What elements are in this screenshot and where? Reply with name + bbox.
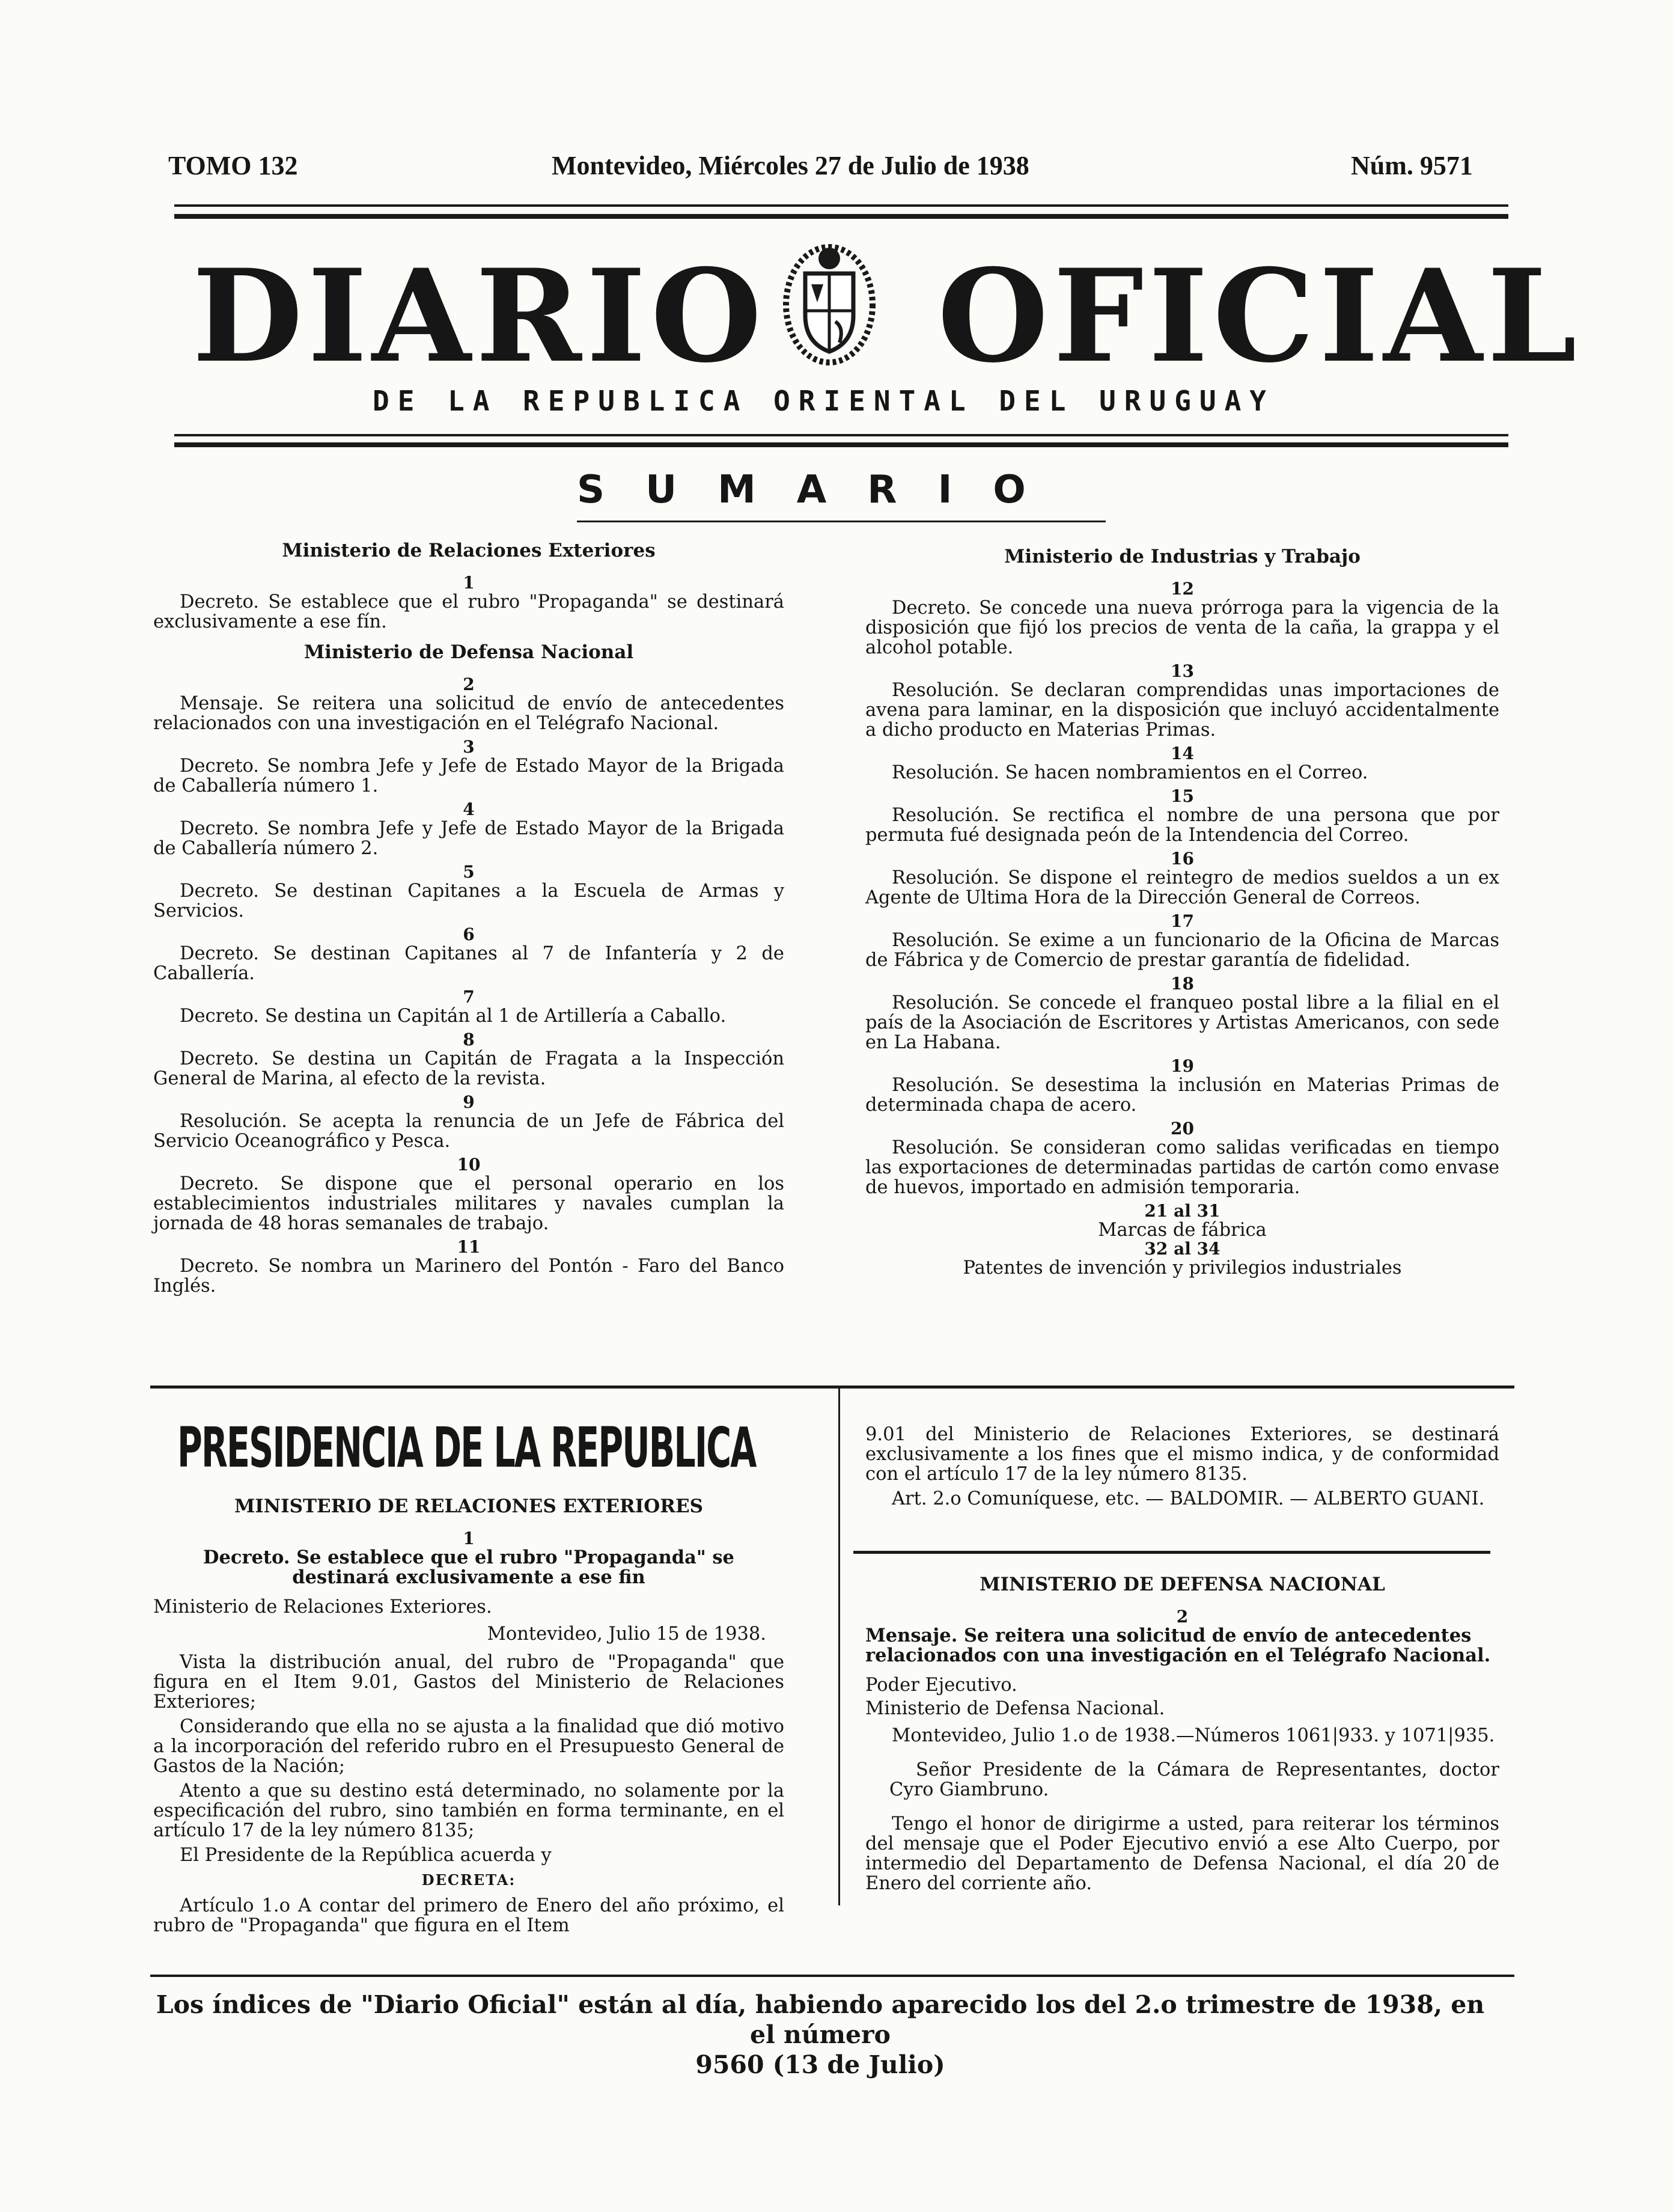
summary-entry: Resolución. Se declaran comprendidas unas importaciones de avena para laminar, en la disposición que incluyó accidentalmente a dicho producto en Materias Primas. (865, 680, 1499, 741)
item-number: 5 (463, 862, 475, 882)
footer-rule (150, 1975, 1514, 1977)
summary-entry: Resolución. Se hacen nombramientos en el Correo. (892, 762, 1368, 783)
item-number: 13 (1171, 661, 1194, 681)
column-divider (838, 1389, 840, 1905)
item-number: 1 (463, 1529, 475, 1548)
item-number: 2 (1176, 1607, 1189, 1627)
summary-entry: Resolución. Se rectifica el nombre de una persona que por permuta fué designada peón de la Intendencia del Correo. (865, 805, 1499, 846)
item-number: 20 (1171, 1119, 1194, 1138)
item-number: 1 (463, 573, 475, 593)
item-number: 14 (1171, 744, 1194, 763)
header-rule-top (174, 204, 1508, 207)
summary-entry: Mensaje. Se reitera una solicitud de envío de antecedentes relacionados con una investigación en el Telégrafo Nacional. (153, 693, 784, 734)
item-number: 6 (463, 924, 475, 944)
body-paragraph: Atento a que su destino está determinado, no solamente por la especificación del rubro, sino también en forma terminante, en el artículo 17 de la ley número 8135; (153, 1780, 784, 1841)
summary-entry: Resolución. Se concede el franqueo postal libre a la filial en el país de la Asociación de Escritores y Artistas Americanos, con sede en La Habana. (865, 992, 1499, 1053)
summary-entry: Decreto. Se nombra Jefe y Jefe de Estado Mayor de la Brigada de Caballería número 1. (153, 756, 784, 796)
section-rule (853, 1551, 1490, 1554)
summary-entry: Decreto. Se nombra Jefe y Jefe de Estado Mayor de la Brigada de Caballería número 2. (153, 818, 784, 859)
body-paragraph: Señor Presidente de la Cámara de Representantes, doctor Cyro Giambruno. (889, 1759, 1499, 1800)
item-number: 9 (463, 1092, 475, 1112)
sumario-underline (577, 521, 1106, 522)
body-paragraph: Ministerio de Defensa Nacional. (865, 1698, 1165, 1719)
summary-entry: Decreto. Se destinan Capitanes a la Escuela de Armas y Servicios. (153, 881, 784, 921)
item-number: 2 (463, 674, 475, 694)
body-date: Montevideo, Julio 1.o de 1938.—Números 1061|933. y 1071|935. (892, 1725, 1495, 1746)
body-left-column (153, 1497, 784, 1940)
body-paragraph: Poder Ejecutivo. (865, 1675, 1017, 1696)
summary-entry: Decreto. Se destina un Capitán al 1 de Artillería a Caballo. (180, 1006, 727, 1027)
item-number: 17 (1171, 911, 1194, 931)
decreta-label: DECRETA: (421, 1871, 516, 1889)
item-number: 3 (463, 737, 475, 757)
item-number: 19 (1171, 1056, 1194, 1076)
ministry-heading: MINISTERIO DE RELACIONES EXTERIORES (234, 1496, 704, 1517)
summary-entry: Resolución. Se acepta la renuncia de un Jefe de Fábrica del Servicio Oceanográfico y Pesca. (153, 1111, 784, 1152)
sumario-title: SUMARIO (577, 468, 1067, 512)
body-paragraph: Tengo el honor de dirigirme a usted, para reiterar los términos del mensaje que el Poder Ejecutivo envió a ese Alto Cuerpo, por intermedio del Departamento de Defensa Nacional, el día 20 de Enero del corriente año. (865, 1813, 1499, 1894)
item-number: 18 (1171, 974, 1194, 994)
footer-notice (144, 1990, 1496, 2080)
presidencia-heading: PRESIDENCIA DE LA REPUBLICA (177, 1416, 756, 1480)
message-heading: Mensaje. Se reitera una solicitud de envío de antecedentes relacionados con una investigación en el Telégrafo Nacional. (865, 1625, 1491, 1666)
body-paragraph: El Presidente de la República acuerda y (180, 1845, 552, 1866)
decree-heading: Decreto. Se establece que el rubro "Propaganda" se destinará exclusivamente a ese fin (203, 1547, 734, 1588)
masthead-title-left: DIARIO (192, 241, 767, 391)
summary-entry: Decreto. Se establece que el rubro "Propaganda" se destinará exclusivamente a ese fín. (153, 591, 784, 632)
body-paragraph: Ministerio de Relaciones Exteriores. (153, 1596, 492, 1618)
item-number: 21 al 31 (1144, 1201, 1220, 1221)
masthead-rule-bottom (174, 442, 1508, 447)
body-paragraph: Art. 2.o Comuníquese, etc. — BALDOMIR. — ALBERTO GUANI. (892, 1488, 1485, 1509)
tomo-label: TOMO 132 (168, 151, 298, 180)
body-right-column (865, 1425, 1499, 1514)
item-number: 11 (457, 1237, 481, 1257)
item-number: 7 (463, 987, 475, 1007)
summary-entry: Marcas de fábrica (1098, 1220, 1267, 1241)
item-number: 8 (463, 1030, 475, 1049)
ministry-heading: MINISTERIO DE DEFENSA NACIONAL (980, 1574, 1385, 1595)
body-paragraph: 9.01 del Ministerio de Relaciones Exteriores, se destinará exclusivamente a los fines que el mismo indica, y de conformidad con el artículo 17 de la ley número 8135. (865, 1424, 1499, 1485)
item-number: 4 (463, 799, 475, 819)
summary-entry: Decreto. Se nombra un Marinero del Pontón - Faro del Banco Inglés. (153, 1256, 784, 1297)
item-number: 15 (1171, 786, 1194, 806)
summary-entry: Decreto. Se dispone que el personal operario en los establecimientos industriales militares y navales cumplan la jornada de 48 horas semanales de trabajo. (153, 1173, 784, 1234)
summary-entry: Resolución. Se consideran como salidas verificadas en tiempo las exportaciones de determinadas partidas de cartón como envase de huevos, importado en admisión temporaria. (865, 1137, 1499, 1198)
masthead-rule-top (174, 434, 1508, 436)
summary-entry: Decreto. Se concede una nueva prórroga para la vigencia de la disposición que fijó los precios de venta de la caña, la grappa y el alcohol potable. (865, 597, 1499, 658)
sumario-right-column (865, 547, 1499, 1278)
item-number: 32 al 34 (1144, 1239, 1220, 1259)
sumario-left-column (153, 541, 784, 1301)
footer-line-1: Los índices de "Diario Oficial" están al día, habiendo aparecido los del 2.o trimestre de 1938, en el número (156, 1990, 1485, 2049)
masthead-title-right: OFICIAL (937, 241, 1582, 391)
item-number: 12 (1171, 579, 1194, 599)
issue-number: Núm. 9571 (1351, 151, 1473, 180)
summary-entry: Patentes de invención y privilegios industriales (963, 1257, 1402, 1279)
body-paragraph: Vista la distribución anual, del rubro de "Propaganda" que figura en el Item 9.01, Gastos del Ministerio de Relaciones Exteriores; (153, 1652, 784, 1712)
sumario-separator (150, 1386, 1514, 1389)
body-paragraph: Artículo 1.o A contar del primero de Enero del año próximo, el rubro de "Propaganda" que figura en el Item (153, 1895, 784, 1936)
summary-entry: Decreto. Se destina un Capitán de Fragata a la Inspección General de Marina, al efecto de la revista. (153, 1048, 784, 1089)
item-number: 16 (1171, 849, 1194, 869)
footer-line-2: 9560 (13 de Julio) (695, 2050, 945, 2079)
coat-of-arms-icon (778, 237, 880, 370)
ministry-heading: Ministerio de Defensa Nacional (303, 641, 634, 663)
summary-entry: Resolución. Se exime a un funcionario de la Oficina de Marcas de Fábrica y de Comercio de prestar garantía de fidelidad. (865, 930, 1499, 971)
body-right-section (865, 1575, 1499, 1898)
header-rule-bottom (174, 214, 1508, 219)
summary-entry: Resolución. Se dispone el reintegro de medios sueldos a un ex Agente de Ultima Hora de la Dirección General de Correos. (865, 867, 1499, 908)
ministry-heading: Ministerio de Industrias y Trabajo (1004, 546, 1361, 567)
item-number: 10 (457, 1155, 481, 1175)
ministry-heading: Ministerio de Relaciones Exteriores (282, 540, 656, 561)
masthead-subtitle: DE LA REPUBLICA ORIENTAL DEL URUGUAY (373, 385, 1275, 417)
issue-date: Montevideo, Miércoles 27 de Julio de 1938 (552, 151, 1029, 180)
summary-entry: Decreto. Se destinan Capitanes al 7 de Infantería y 2 de Caballería. (153, 943, 784, 984)
body-date: Montevideo, Julio 15 de 1938. (487, 1624, 766, 1645)
summary-entry: Resolución. Se desestima la inclusión en Materias Primas de determinada chapa de acero. (865, 1075, 1499, 1116)
body-paragraph: Considerando que ella no se ajusta a la finalidad que dió motivo a la incorporación del referido rubro en el Presupuesto General de Gastos de la Nación; (153, 1716, 784, 1777)
